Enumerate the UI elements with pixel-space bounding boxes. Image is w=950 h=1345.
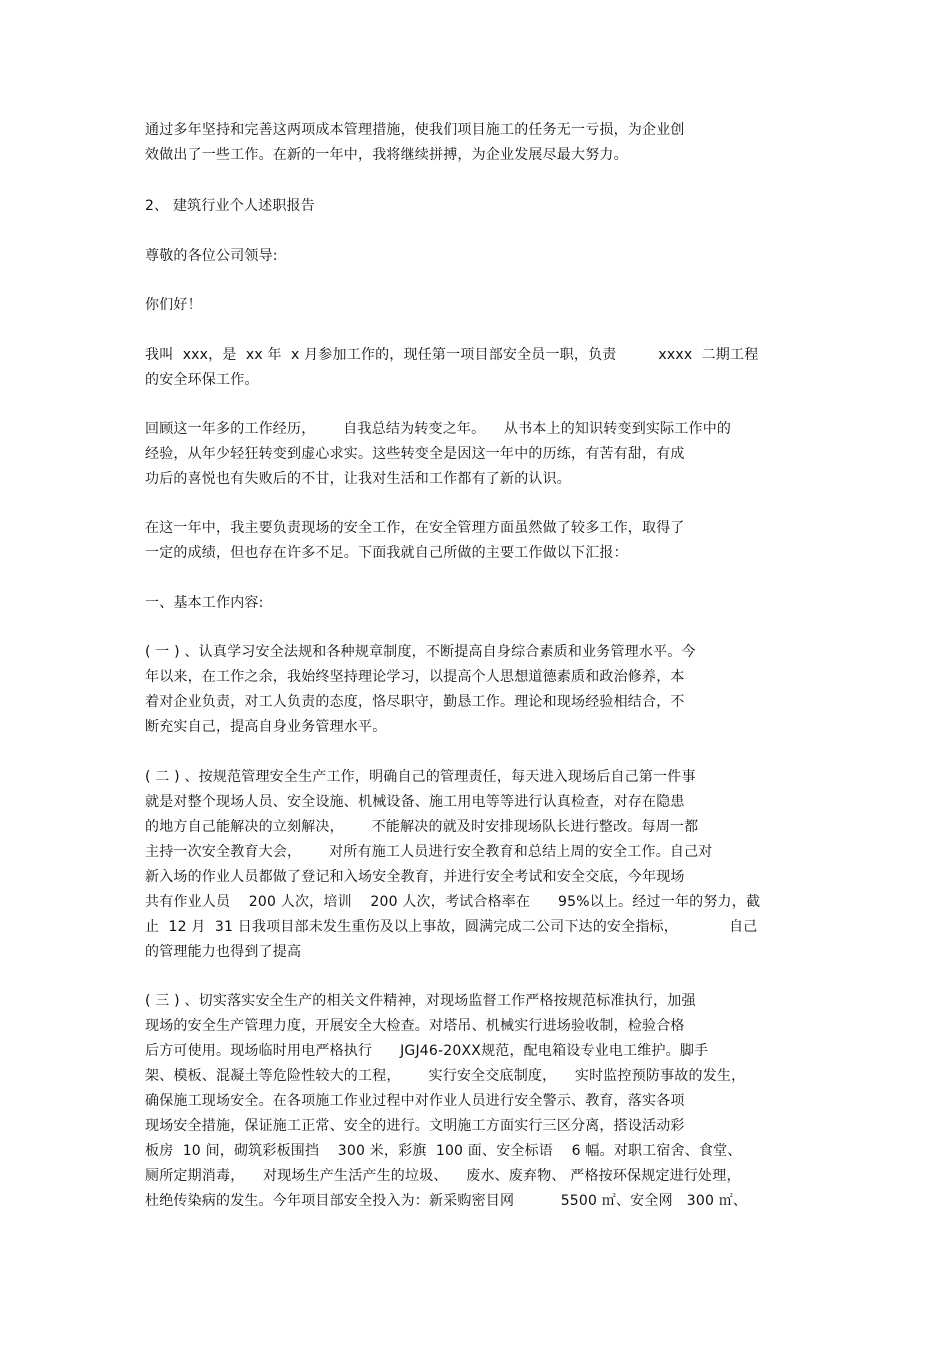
self-intro-line-2: 的安全环保工作。	[145, 372, 259, 388]
item-2-line-1: ( 二 ) 、按规范管理安全生产工作，明确自己的管理责任，每天进入现场后自己第一件事	[145, 769, 696, 785]
item-3-line-3: 后方可使用。现场临时用电严格执行 JGJ46-20XX规范，配电箱设专业电工维护。脚手	[145, 1043, 709, 1059]
item-3-line-2: 现场的安全生产管理力度，开展安全大检查。对塔吊、机械实行进场验收制，检验合格	[145, 1018, 685, 1034]
item-3-line-5: 确保施工现场安全。在各项施工作业过程中对作业人员进行安全警示、教育，落实各项	[145, 1093, 685, 1109]
greeting: 你们好！	[145, 297, 202, 313]
summary-line-1: 在这一年中，我主要负责现场的安全工作，在安全管理方面虽然做了较多工作，取得了	[145, 520, 685, 536]
section-heading: 2、 建筑行业个人述职报告	[145, 198, 315, 214]
summary-line-2: 一定的成绩，但也存在许多不足。下面我就自己所做的主要工作做以下汇报：	[145, 545, 628, 561]
item-2-line-2: 就是对整个现场人员、安全设施、机械设备、施工用电等等进行认真检查，对存在隐患	[145, 794, 685, 810]
item-3-line-1: ( 三 ) 、切实落实安全生产的相关文件精神，对现场监督工作严格按规范标准执行，加强	[145, 993, 696, 1009]
item-1-line-1: ( 一 ) 、认真学习安全法规和各种规章制度，不断提高自身综合素质和业务管理水平。今	[145, 644, 696, 660]
item-2-line-8: 的管理能力也得到了提高	[145, 944, 302, 960]
item-3-line-8: 厕所定期消毒， 对现场生产生活产生的垃圾、 废水、废弃物、 严格按环保规定进行处理，	[145, 1168, 741, 1184]
item-2-line-4: 主持一次安全教育大会， 对所有施工人员进行安全教育和总结上周的安全工作。自己对	[145, 844, 713, 860]
item-1-line-4: 断充实自己，提高自身业务管理水平。	[145, 719, 387, 735]
self-intro-line-1: 我叫 xxx，是 xx 年 x 月参加工作的，现任第一项目部安全员一职，负责 xxxx 二期工程	[145, 347, 759, 363]
item-1-line-3: 着对企业负责，对工人负责的态度，恪尽职守，勤恳工作。理论和现场经验相结合，不	[145, 694, 685, 710]
item-3-line-4: 架、模板、混凝土等危险性较大的工程， 实行安全交底制度， 实时监控预防事故的发生，	[145, 1068, 746, 1084]
salutation: 尊敬的各位公司领导:	[145, 248, 278, 264]
item-2-line-3: 的地方自己能解决的立刻解决， 不能解决的就及时安排现场队长进行整改。每周一都	[145, 819, 699, 835]
intro-line-1: 通过多年坚持和完善这两项成本管理措施，使我们项目施工的任务无一亏损，为企业创	[145, 122, 685, 138]
item-1-line-2: 年以来，在工作之余，我始终坚持理论学习，以提高个人思想道德素质和政治修养，本	[145, 669, 685, 685]
review-line-2: 经验，从年少轻狂转变到虚心求实。这些转变全是因这一年中的历练，有苦有甜，有成	[145, 446, 685, 462]
review-line-3: 功后的喜悦也有失败后的不甘，让我对生活和工作都有了新的认识。	[145, 471, 571, 487]
item-2-line-6: 共有作业人员 200 人次，培训 200 人次，考试合格率在 95%以上。经过一年的努力，截	[145, 894, 761, 910]
item-3-line-6: 现场安全措施，保证施工正常、安全的进行。文明施工方面实行三区分离，搭设活动彩	[145, 1118, 685, 1134]
section-1-heading: 一、基本工作内容:	[145, 595, 264, 611]
review-line-1: 回顾这一年多的工作经历， 自我总结为转变之年。 从书本上的知识转变到实际工作中的	[145, 421, 732, 437]
item-2-line-5: 新入场的作业人员都做了登记和入场安全教育，并进行安全考试和安全交底，今年现场	[145, 869, 685, 885]
item-3-line-7: 板房 10 间，砌筑彩板围挡 300 米，彩旗 100 面、安全标语 6 幅。对职工宿舍、食堂、	[145, 1143, 742, 1159]
intro-line-2: 效做出了一些工作。在新的一年中，我将继续拼搏，为企业发展尽最大努力。	[145, 147, 628, 163]
item-2-line-7: 止 12 月 31 日我项目部未发生重伤及以上事故，圆满完成二公司下达的安全指标， 自己	[145, 919, 758, 935]
item-3-line-9: 杜绝传染病的发生。今年项目部安全投入为：新采购密目网 5500 ㎡、安全网 300 ㎡、	[145, 1193, 748, 1209]
